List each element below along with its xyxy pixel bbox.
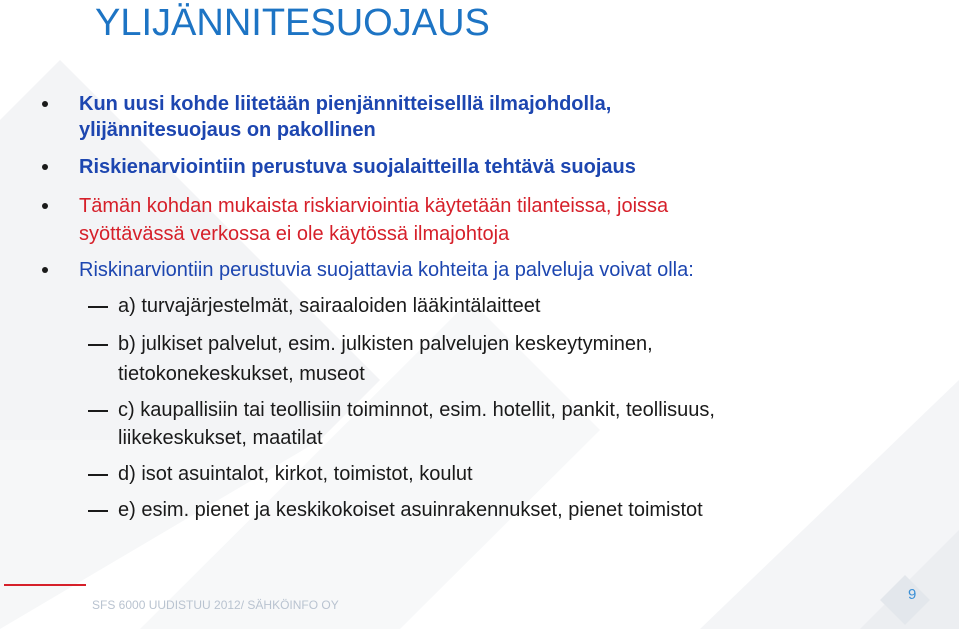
bullet-1-line-1: Kun uusi kohde liitetään pienjännitteiselllä ilmajohdolla, <box>79 93 612 115</box>
subitem-a-line-1: a) turvajärjestelmät, sairaaloiden lääkintälaitteet <box>118 295 541 317</box>
dash-marker <box>88 410 108 412</box>
bullet-1-line-2: ylijännitesuojaus on pakollinen <box>79 119 376 141</box>
bullet-dot <box>42 267 48 273</box>
footer-rule <box>4 584 86 586</box>
bullet-dot <box>42 164 48 170</box>
bullet-2-line-1: Riskienarviointiin perustuva suojalaitteilla tehtävä suojaus <box>79 156 636 178</box>
footer-text: SFS 6000 UUDISTUU 2012/ SÄHKÖINFO OY <box>92 598 339 612</box>
bullet-3-line-2: syöttävässä verkossa ei ole käytössä ilmajohtoja <box>79 223 510 245</box>
dash-marker <box>88 344 108 346</box>
page-number: 9 <box>908 586 917 603</box>
subitem-e-line-1: e) esim. pienet ja keskikokoiset asuinrakennukset, pienet toimistot <box>118 499 703 521</box>
bullet-4-line-1: Riskinarviontiin perustuvia suojattavia kohteita ja palveluja voivat olla: <box>79 259 694 281</box>
subitem-b-line-2: tietokonekeskukset, museot <box>118 363 365 385</box>
subitem-d-line-1: d) isot asuintalot, kirkot, toimistot, koulut <box>118 463 473 485</box>
slide-title: YLIJÄNNITESUOJAUS <box>95 2 490 44</box>
dash-marker <box>88 510 108 512</box>
bullet-dot <box>42 101 48 107</box>
subitem-c-line-2: liikekeskukset, maatilat <box>118 427 323 449</box>
bullet-dot <box>42 203 48 209</box>
bullet-3-line-1: Tämän kohdan mukaista riskiarviointia käytetään tilanteissa, joissa <box>79 195 669 217</box>
dash-marker <box>88 474 108 476</box>
subitem-c-line-1: c) kaupallisiin tai teollisiin toiminnot, esim. hotellit, pankit, teollisuus, <box>118 399 715 421</box>
subitem-b-line-1: b) julkiset palvelut, esim. julkisten palvelujen keskeytyminen, <box>118 333 653 355</box>
dash-marker <box>88 306 108 308</box>
